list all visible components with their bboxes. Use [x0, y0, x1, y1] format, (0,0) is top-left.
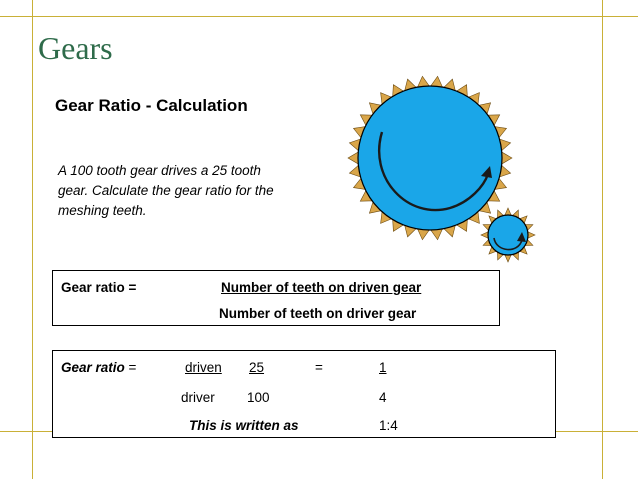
driven-label: driven: [185, 360, 222, 375]
vertical-rule-left: [32, 0, 33, 479]
calc-label: [61, 360, 136, 375]
large-gear-icon: [348, 76, 512, 239]
driven-value: 25: [249, 360, 265, 375]
written-as-label: This is written as: [189, 418, 299, 433]
calculation-box: [52, 350, 556, 438]
problem-statement: A 100 tooth gear drives a 25 tooth gear. Calculate the gear ratio for the meshing teeth.: [58, 163, 274, 218]
calc-label-text: Gear ratio: [61, 360, 125, 375]
vertical-rule-right: [602, 0, 603, 479]
calc-equals: =: [315, 360, 323, 375]
gears-illustration: [340, 70, 550, 275]
formula-label: Gear ratio =: [61, 280, 137, 295]
driver-value: 100: [247, 390, 270, 405]
written-as-value: 1:4: [379, 418, 398, 433]
driver-label: driver: [181, 390, 215, 405]
formula-denominator: Number of teeth on driver gear: [219, 306, 417, 321]
slide-subtitle: Gear Ratio - Calculation: [55, 96, 248, 115]
small-gear-icon: [481, 208, 535, 262]
calc-label-eq: =: [128, 360, 137, 375]
formula-numerator: Number of teeth on driven gear: [221, 280, 422, 295]
result-denominator: 4: [379, 390, 387, 405]
result-numerator: 1: [379, 360, 387, 375]
slide-title: Gears: [38, 30, 113, 66]
formula-box: [52, 270, 500, 326]
horizontal-rule-top: [0, 16, 638, 17]
